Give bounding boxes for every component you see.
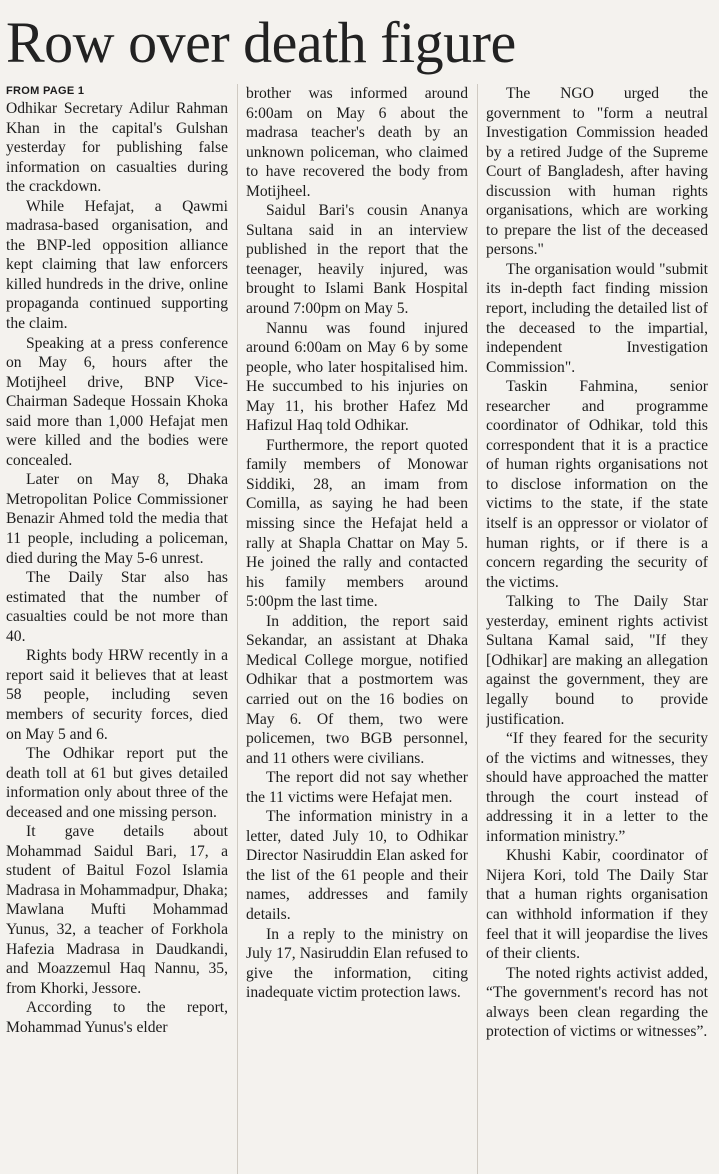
paragraph: The organisation would "submit its in-depth fact finding mission report, including the detailed list of the deceased to the impartial, independent Investigation Commission". (486, 260, 708, 376)
paragraph: According to the report, Mohammad Yunus's elder (6, 999, 228, 1036)
paragraph: The Daily Star also has estimated that the number of casualties could be not more than 40. (6, 569, 228, 645)
paragraph: Khushi Kabir, coordinator of Nijera Kori, told The Daily Star that a human rights organisation can withhold information if they feel that it will jeopardise the lives of their clients. (486, 847, 708, 963)
paragraph: Later on May 8, Dhaka Metropolitan Police Commissioner Benazir Ahmed told the media that 11 people, including a policeman, died during the May 5-6 unrest. (6, 471, 228, 567)
paragraph: The noted rights activist added, “The government's record has not always been clean regarding the protection of victims or witnesses”. (486, 964, 708, 1041)
paragraph: Furthermore, the report quoted family members of Monowar Siddiki, 28, an imam from Comilla, as saying he had been missing since the Hefajat held a rally at Shapla Chattar on May 5. He joined the rally and contacted his family members around 5:00pm the last time. (246, 436, 468, 611)
paragraph: Rights body HRW recently in a report said it believes that at least 58 people, including seven members of security forces, died on May 5 and 6. (6, 647, 228, 743)
paragraph: The Odhikar report put the death toll at 61 but gives detailed information only about three of the deceased and one missing person. (6, 745, 228, 821)
paragraph: The information ministry in a letter, dated July 10, to Odhikar Director Nasiruddin Elan asked for the list of the 61 people and their names, addresses and family details. (246, 808, 468, 923)
article-column-1 (6, 84, 228, 1042)
kicker: FROM PAGE 1 (6, 85, 85, 97)
paragraph: The NGO urged the government to "form a neutral Investigation Commission headed by a retired Judge of the Supreme Court of Bangladesh, after having discussion with human rights organisations, which are working to prepare the list of the deceased persons." (486, 85, 708, 259)
paragraph: In a reply to the ministry on July 17, Nasiruddin Elan refused to give the information, citing inadequate victim protection laws. (246, 925, 468, 1002)
paragraph: The report did not say whether the 11 victims were Hefajat men. (246, 769, 468, 806)
paragraph: Speaking at a press conference on May 6, hours after the Motijheel drive, BNP Vice-Chairman Sadeque Hossain Khoka said more than 1,000 Hefajat men were killed and the bodies were concealed. (6, 334, 228, 469)
article-body (6, 84, 708, 1042)
paragraph: It gave details about Mohammad Saidul Bari, 17, a student of Baitul Fozol Islamia Madrasa in Mohammadpur, Dhaka; Mawlana Mufti Mohammad Yunus, 32, a teacher of Forkhola Hafezia Madrasa in Daudkandi, and Moazzemul Haq Nannu, 35, from Khorki, Jessore. (6, 823, 228, 997)
paragraph: In addition, the report said Sekandar, an assistant at Dhaka Medical College morgue, notified Odhikar that a postmortem was carried out on the 16 bodies on May 6. Of them, two were policemen, two BGB personnel, and 11 others were civilians. (246, 612, 468, 767)
paragraph: Odhikar Secretary Adilur Rahman Khan in the capital's Gulshan yesterday for publishing false information on casualties during the crackdown. (6, 100, 228, 196)
paragraph: Nannu was found injured around 6:00am on May 6 by some people, who later hospitalised him. He succumbed to his injuries on May 11, his brother Hafez Md Hafizul Haq told Odhikar. (246, 319, 468, 435)
paragraph: Saidul Bari's cousin Ananya Sultana said in an interview published in the report that the teenager, heavily injured, was brought to Islami Bank Hospital around 7:00pm on May 5. (246, 202, 468, 318)
headline: Row over death figure (6, 10, 516, 75)
article-column-2 (246, 84, 468, 1042)
paragraph: “If they feared for the security of the victims and witnesses, they should have approached the matter through the court instead of addressing it in a letter to the information ministry.” (486, 730, 708, 845)
paragraph: While Hefajat, a Qawmi madrasa-based organisation, and the BNP-led opposition alliance kept claiming that law enforcers killed hundreds in the drive, online propaganda continued supporting the claim. (6, 197, 228, 333)
paragraph: Taskin Fahmina, senior researcher and programme coordinator of Odhikar, told this correspondent that it is a practice of human rights organisations not to disclose information on the victims to the state, if the state itself is an oppressor or violator of human rights, or if there is a concern regarding the security of the victims. (486, 378, 708, 591)
paragraph: brother was informed around 6:00am on May 6 about the madrasa teacher's death by an unknown policeman, who claimed to have recovered the body from Motijheel. (246, 85, 468, 200)
article-column-3 (486, 84, 708, 1042)
paragraph: Talking to The Daily Star yesterday, eminent rights activist Sultana Kamal said, "If they [Odhikar] are making an allegation against the government, they are legally bound to provide justification. (486, 593, 708, 728)
